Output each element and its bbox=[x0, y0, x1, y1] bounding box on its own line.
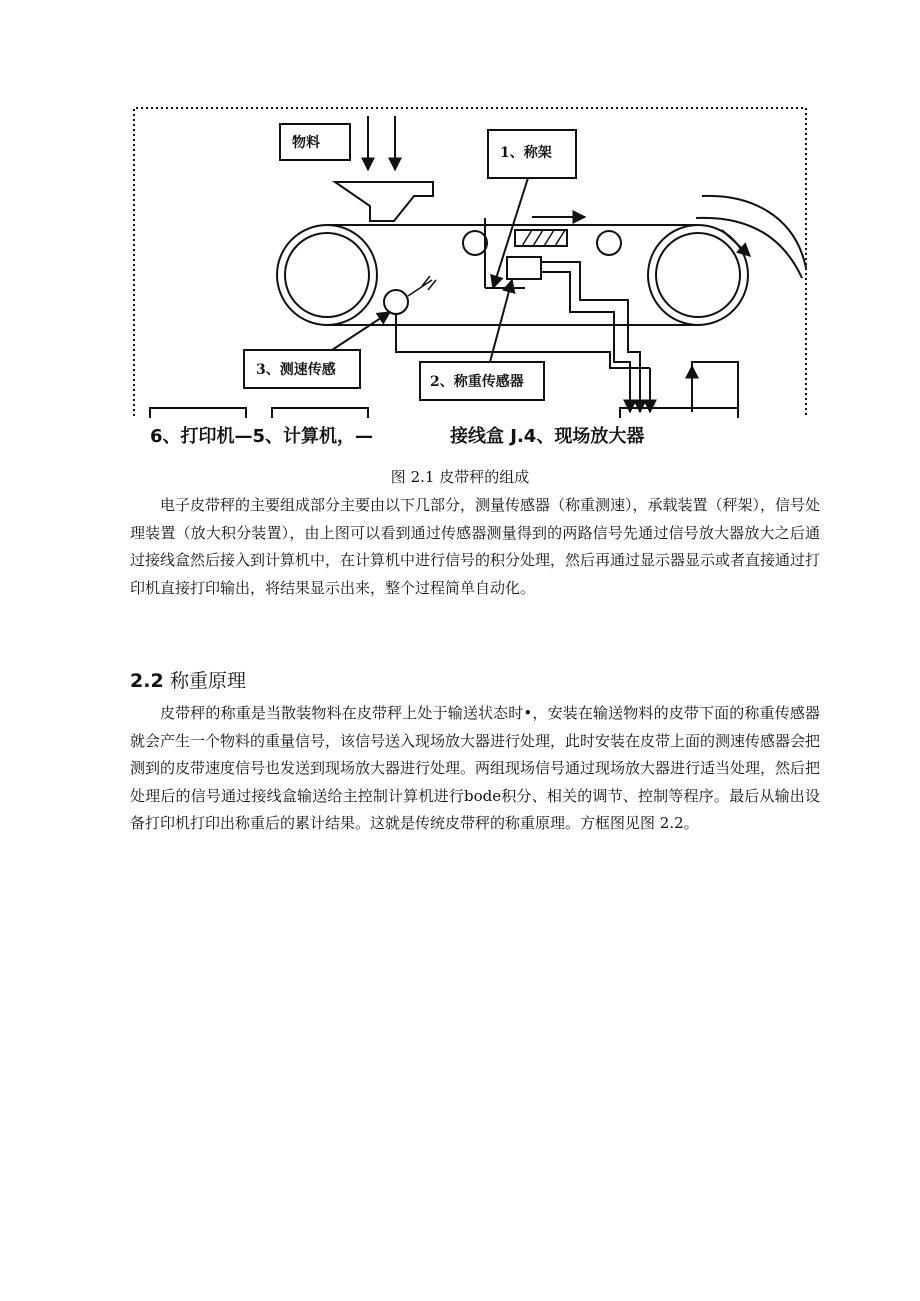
load-cell bbox=[507, 257, 541, 279]
speed-sensor-arm bbox=[408, 276, 436, 296]
wire-4 bbox=[396, 314, 650, 368]
printer-computer-label: 6、打印机—5、计算机，— bbox=[150, 426, 374, 447]
head-pulley-left bbox=[277, 225, 377, 325]
speed-sensor-label: 3、测速传感 bbox=[256, 362, 336, 378]
section-heading bbox=[130, 666, 246, 693]
wire-3 bbox=[541, 272, 630, 412]
weigh-bridge-hatch bbox=[522, 230, 565, 246]
belt-scale-diagram bbox=[130, 100, 810, 418]
belt-scale-diagram-svg bbox=[130, 100, 810, 418]
printer-box-top bbox=[150, 408, 246, 418]
figure-caption: 图 2.1 皮带秤的组成 bbox=[390, 468, 530, 486]
idler-left bbox=[463, 231, 487, 255]
idler-right bbox=[597, 231, 621, 255]
junction-amplifier-label: 接线盒 J.4、现场放大器 bbox=[450, 426, 645, 447]
speed-sensor-wheel bbox=[384, 290, 408, 314]
section-title: 称重原理 bbox=[170, 670, 247, 692]
figure-bottom-labels bbox=[150, 422, 790, 452]
left-pulley-inner bbox=[285, 233, 369, 317]
wire-6 bbox=[692, 362, 738, 412]
weight-sensor-pointer bbox=[490, 280, 512, 362]
paragraph-composition: 电子皮带秤的主要组成部分主要由以下几部分，测量传感器（称重测速），承载装置（秤架），信号处理装置（放大积分装置），由上图可以看到通过传感器测量得到的两路信号先通过信号放大器放大之后通过接线盒然后接入到计算机中，在计算机中进行信号的积分处理，然后再通过显示器显示或者直接通过打印机直接打印输出，将结果显示出来，整个过程简单自动化。 bbox=[130, 496, 821, 597]
frame-pointer bbox=[493, 178, 528, 288]
hopper bbox=[335, 182, 433, 221]
material-label: 物料 bbox=[292, 135, 320, 151]
frame-label: 1、称架 bbox=[500, 145, 552, 161]
wire-2 bbox=[541, 262, 640, 412]
section-number: 2.2 bbox=[130, 670, 164, 692]
dotted-frame bbox=[134, 108, 806, 416]
amplifier-box-top bbox=[620, 408, 738, 418]
paragraph-principle: 皮带秤的称重是当散装物料在皮带秤上处于输送状态时•，安装在输送物料的皮带下面的称重传感器就会产生一个物料的重量信号，该信号送入现场放大器进行处理，此时安装在皮带上面的测速传感器会把测到的皮带速度信号也发送到现场放大器进行处理。两组现场信号通过现场放大器进行适当处理，然后把处理后的信号通过接线盒输送给主控制计算机进行bode积分、相关的调节、控制等程序。最后从输出设备打印机打印出称重后的累计结果。这就是传统皮带秤的称重原理。方框图见图 2.2。 bbox=[130, 704, 821, 832]
weight-sensor-label: 2、称重传感器 bbox=[430, 374, 524, 390]
speed-sensor-pointer bbox=[332, 312, 390, 350]
computer-box-top bbox=[272, 408, 368, 418]
right-pulley-inner bbox=[656, 233, 740, 317]
